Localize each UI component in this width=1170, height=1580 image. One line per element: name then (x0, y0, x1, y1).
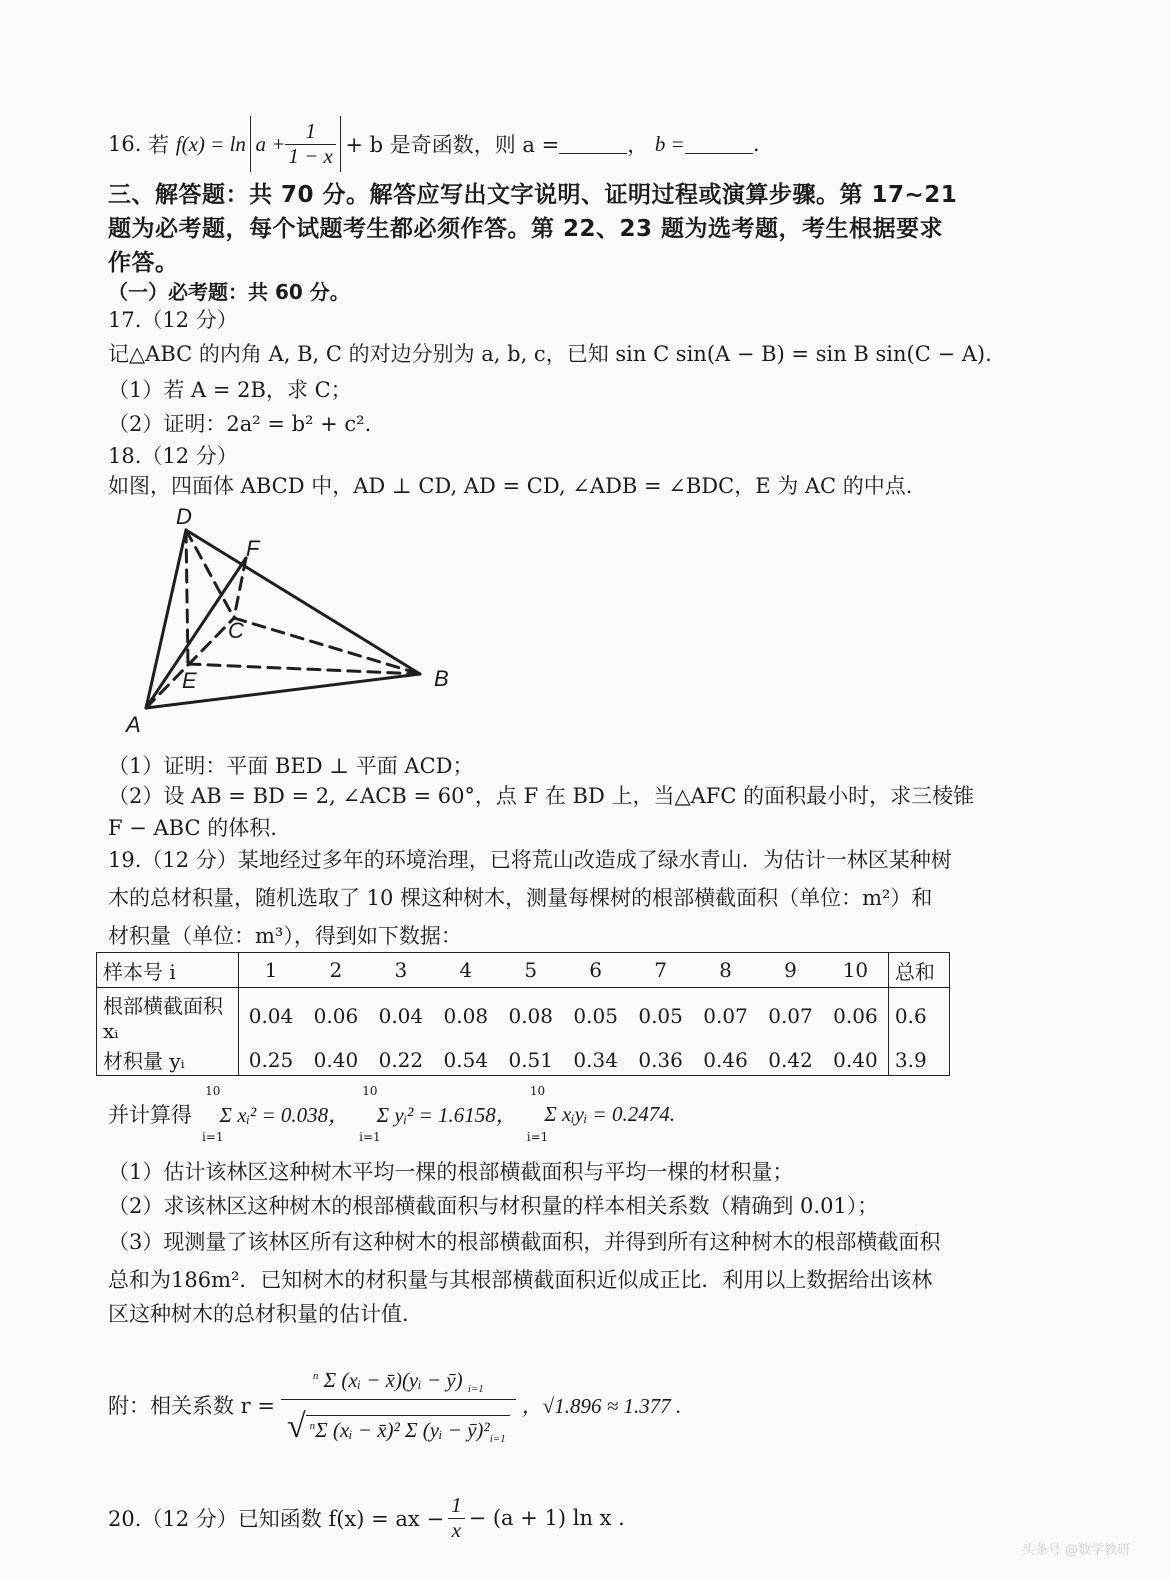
table-header-cell: 7 (628, 953, 693, 988)
sigma-bottom: i=1 (359, 1130, 381, 1144)
q19-part3b: 总和为186m²．已知树木的材积量与其根部横截面积近似成正比．利用以上数据给出该林 (108, 1268, 933, 1292)
table-cell: 0.46 (703, 1047, 748, 1072)
table-sum-cell: 3.9 (888, 1044, 949, 1075)
q19-line2: 木的总材积量，随机选取了 10 棵这种树木，测量每棵树的根部横截面积（单位：m²）和 (108, 886, 933, 910)
q17-stem: 记△ABC 的内角 A, B, C 的对边分别为 a, b, c，已知 sin C sin(A − B) = sin B sin(C − A). (108, 342, 992, 366)
q18-stem: 如图，四面体 ABCD 中，AD ⊥ CD, AD = CD, ∠ADB = ∠BDC，E 为 AC 的中点. (108, 474, 913, 498)
table-header-cell: 4 (433, 953, 498, 988)
table-cell: 0.06 (833, 1004, 878, 1029)
table-header-cell: 9 (758, 953, 823, 988)
table-cell: 0.51 (508, 1047, 553, 1072)
sum-expression-1: Σ xᵢ² = 0.038， (219, 1103, 350, 1127)
formula-den-text (306, 1415, 510, 1444)
table-header-cell: 10 (823, 953, 888, 988)
sigma-top: n (312, 1369, 319, 1382)
table-header-cell: 6 (563, 953, 628, 988)
sqrt-note: ，√1.896 ≈ 1.377 . (521, 1394, 682, 1418)
table-cell: 0.22 (378, 1047, 424, 1072)
table-cell: 0.36 (638, 1047, 683, 1072)
vertex-label-F: F (246, 536, 260, 561)
table-header-cell: 8 (693, 953, 758, 988)
table-header-cell: 3 (368, 953, 433, 988)
appendix-lead: 附：相关系数 r = (108, 1394, 275, 1418)
watermark: 头条号 @数学教研 (1021, 1543, 1130, 1558)
sigma-top: 10 (529, 1084, 546, 1098)
table-cell: 0.07 (768, 1004, 813, 1029)
table-cell: 0.08 (443, 1004, 489, 1029)
q16-func: f(x) = ln (175, 131, 246, 156)
table-cell: 0.40 (833, 1047, 878, 1072)
q16-frac-den: 1 − x (288, 143, 333, 168)
q20-fraction (448, 1494, 465, 1541)
summation-line (108, 1082, 675, 1146)
q20-tail: − (a + 1) ln x . (468, 1506, 625, 1530)
q19-line3: 材积量（单位：m³），得到如下数据： (108, 924, 462, 948)
q20-frac-den: x (451, 1517, 461, 1542)
q16-fraction (285, 120, 336, 167)
sum-expression-2: Σ yᵢ² = 1.6158， (376, 1103, 517, 1127)
tetrahedron-figure (118, 500, 468, 740)
sqrt-sign-icon: √ (286, 1407, 306, 1445)
table-cell: 0.06 (313, 1004, 359, 1029)
sigma-top: n (309, 1419, 316, 1432)
table-header-sum: 总和 (888, 953, 949, 988)
section3-line2: 题为必考题，每个试题考生都必须作答。第 22、23 题为选考题，考生根据要求 (108, 216, 944, 242)
sum-block-1 (202, 1085, 349, 1143)
q19-part2: （2）求该林区这种树木的根部横截面积与材积量的样本相关系数（精确到 0.01）； (108, 1194, 879, 1218)
sigma-top: 10 (362, 1084, 378, 1098)
table-row (97, 988, 950, 1045)
q17-part1: （1）若 A = 2B，求 C； (108, 378, 352, 402)
formula-denominator (281, 1400, 516, 1445)
vertex-label-E: E (182, 668, 197, 693)
q18-part2a: （2）设 AB = BD = 2, ∠ACB = 60°，点 F 在 BD 上，当△AFC 的面积最小时，求三棱锥 (108, 784, 975, 808)
vertex-label-C: C (228, 618, 244, 643)
section3-line1: 三、解答题：共 70 分。解答应写出文字说明、证明过程或演算步骤。第 17~21 (108, 182, 958, 208)
answer-blank-b[interactable] (685, 135, 753, 154)
q16-frac-num: 1 (285, 120, 336, 144)
q20-lead: 20.（12 分）已知函数 f(x) = ax − (108, 1507, 445, 1531)
q16-line (108, 118, 760, 170)
q16-lead: 若 (148, 133, 170, 157)
q19-part3a: （3）现测量了该林区所有这种树木的根部横截面积，并得到所有这种树木的根部横截面积 (108, 1230, 941, 1254)
correlation-formula (108, 1340, 681, 1470)
section3-line3: 作答。 (108, 250, 179, 276)
q19-part1: （1）估计该林区这种树木平均一棵的根部横截面积与平均一棵的材积量； (108, 1160, 794, 1184)
sum-block-2 (359, 1085, 517, 1143)
abs-bar-left (250, 116, 252, 172)
q17-part2: （2）证明：2a² = b² + c². (108, 412, 372, 436)
part1-heading: （一）必考题：共 60 分。 (108, 280, 350, 304)
q18-part2b: F − ABC 的体积. (108, 816, 277, 840)
formula-num-text: Σ (xᵢ − x̄)(yᵢ − ȳ) (323, 1367, 463, 1392)
formula-den-expression: Σ (xᵢ − x̄)² Σ (yᵢ − ȳ)² (315, 1417, 490, 1442)
table-cell: 0.54 (443, 1047, 489, 1072)
sigma-bottom: i=1 (467, 1382, 484, 1395)
table-cell: 0.05 (638, 1004, 683, 1029)
q16-number: 16. (108, 132, 142, 156)
table-cell: 0.34 (573, 1047, 618, 1072)
sigma-top: 10 (205, 1084, 221, 1098)
data-table (96, 952, 950, 1076)
vertex-label-A: A (126, 712, 141, 737)
table-header-cell: 2 (303, 953, 368, 988)
table-cell: 0.40 (313, 1047, 359, 1072)
table-sum-cell: 0.6 (888, 988, 949, 1045)
table-header-cell: 5 (498, 953, 563, 988)
vertex-label-B: B (434, 666, 449, 691)
table-header-label: 样本号 i (97, 953, 239, 988)
table-cell: 0.42 (768, 1047, 813, 1072)
q16-abs-left: a + (255, 131, 286, 156)
table-header-row (97, 953, 950, 988)
vertex-label-D: D (176, 504, 192, 529)
q16-tail: + b 是奇函数，则 a = (345, 133, 560, 157)
table-cell: 0.04 (378, 1004, 424, 1029)
q20-line (108, 1486, 625, 1550)
edge-DB (186, 530, 420, 674)
sum-expression-3: Σ xᵢyᵢ = 0.2474. (544, 1101, 675, 1126)
sigma-bottom: i=1 (489, 1433, 506, 1446)
edge-DA (146, 530, 186, 708)
q17-header: 17.（12 分） (108, 308, 238, 332)
q16-comma: ， (627, 133, 649, 157)
table-cell: 0.04 (248, 1004, 294, 1029)
sum-block-3 (527, 1085, 675, 1143)
q20-frac-num: 1 (448, 1494, 465, 1518)
q16-b-label: b = (654, 131, 685, 156)
calc-lead: 并计算得 (108, 1103, 192, 1127)
q18-header: 18.（12 分） (108, 444, 238, 468)
table-cell: 0.07 (703, 1004, 748, 1029)
formula-numerator (281, 1365, 516, 1400)
q18-part1: （1）证明：平面 BED ⊥ 平面 ACD； (108, 754, 474, 778)
edge-CB (234, 618, 420, 674)
answer-blank-a[interactable] (559, 135, 627, 154)
abs-bar-right (340, 116, 342, 172)
table-row-label: 根部横截面积 xᵢ (97, 988, 239, 1045)
table-header-cell: 1 (238, 953, 303, 988)
table-cell: 0.08 (508, 1004, 553, 1029)
table-row-label: 材积量 yᵢ (97, 1044, 239, 1075)
q19-line1: 19.（12 分）某地经过多年的环境治理，已将荒山改造成了绿水青山．为估计一林区某种树 (108, 848, 952, 872)
sigma-bottom: i=1 (202, 1130, 224, 1144)
table-cell: 0.05 (573, 1004, 618, 1029)
correlation-fraction (281, 1365, 516, 1446)
q16-end: . (752, 132, 760, 156)
edge-EB (188, 664, 420, 674)
sigma-bottom: i=1 (526, 1130, 549, 1144)
table-cell: 0.25 (248, 1047, 294, 1072)
q19-part3c: 区这种树木的总材积量的估计值． (108, 1302, 423, 1326)
table-row (97, 1044, 950, 1075)
